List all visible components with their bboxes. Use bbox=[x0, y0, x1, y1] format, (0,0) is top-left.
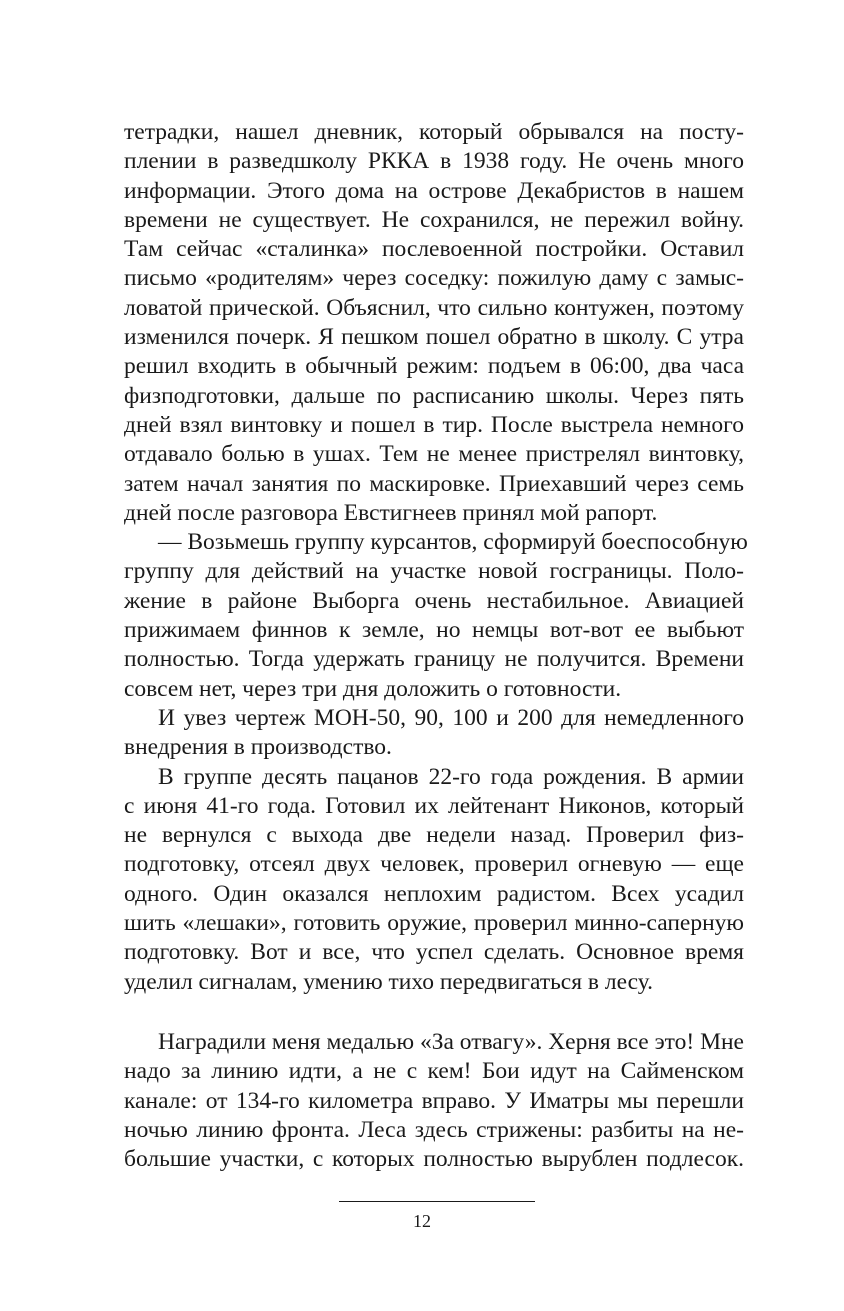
text-line: с июня 41-го года. Готовил их лейтенант Никонов, который bbox=[124, 792, 744, 819]
text-line: И увез чертеж МОН-50, 90, 100 и 200 для немедленного bbox=[158, 704, 744, 731]
text-line: полностью. Тогда удержать границу не получится. Времени bbox=[124, 646, 744, 673]
text-line: подготовку. Вот и все, что успел сделать. Основное время bbox=[124, 939, 744, 966]
text-line: письмо «родителям» через соседку: пожилую даму с замыс- bbox=[124, 265, 744, 292]
text-line: В группе десять пацанов 22-го года рождения. В армии bbox=[158, 763, 744, 790]
text-line: ловатой прической. Объяснил, что сильно контужен, поэтому bbox=[124, 294, 744, 321]
page-body bbox=[124, 118, 748, 1174]
text-line: большие участки, с которых полностью вырублен подлесок. bbox=[124, 1146, 744, 1173]
text-line: одного. Один оказался неплохим радистом. Всех усадил bbox=[124, 880, 744, 907]
section-break bbox=[124, 997, 744, 1028]
text-line: внедрения в производство. bbox=[124, 734, 392, 761]
text-line: тетрадки, нашел дневник, который обрывался на посту- bbox=[124, 119, 744, 145]
text-line: отдавало болью в ушах. Тем не менее пристрелял винтовку, bbox=[124, 441, 744, 468]
text-line: не вернулся с выхода две недели назад. Проверил физ- bbox=[124, 822, 744, 849]
text-line: шить «лешаки», готовить оружие, проверил минно-саперную bbox=[124, 910, 744, 937]
text-line: жение в районе Выборга очень нестабильное. Авиацией bbox=[124, 587, 744, 614]
text-line: надо за линию идти, а не с кем! Бои идут на Сайменском bbox=[124, 1058, 744, 1085]
text-line: подготовку, отсеял двух человек, проверил огневую — еще bbox=[124, 851, 744, 878]
text-line: дней после разговора Евстигнеев принял мой рапорт. bbox=[124, 499, 658, 526]
text-line: совсем нет, через три дня доложить о готовности. bbox=[124, 675, 622, 702]
text-line: решил входить в обычный режим: подъем в 06:00, два часа bbox=[124, 353, 744, 380]
text-line: прижимаем финнов к земле, но немцы вот-вот ее выбьют bbox=[124, 617, 744, 644]
text-line: ночью линию фронта. Леса здесь стрижены: разбиты на не- bbox=[124, 1116, 744, 1143]
text-line: Наградили меня медалью «За отвагу». Херня все это! Мне bbox=[158, 1028, 744, 1055]
text-line: канале: от 134-го километра вправо. У Иматры мы перешли bbox=[124, 1087, 744, 1114]
text-line: дней взял винтовку и пошел в тир. После выстрела немного bbox=[124, 411, 744, 438]
text-line: группу для действий на участке новой госграницы. Поло- bbox=[124, 558, 744, 585]
text-line: затем начал занятия по маскировке. Приехавший через семь bbox=[124, 470, 744, 497]
text-line: — Возьмешь группу курсантов, сформируй боеспособную bbox=[158, 529, 748, 556]
page-number: 12 bbox=[413, 1211, 431, 1231]
text-line: информации. Этого дома на острове Декабристов в нашем bbox=[124, 177, 744, 204]
text-line: времени не существует. Не сохранился, не пережил войну. bbox=[124, 206, 744, 233]
text-line: уделил сигналам, умению тихо передвигаться в лесу. bbox=[124, 968, 654, 995]
text-line: плении в разведшколу РККА в 1938 году. Не очень много bbox=[124, 148, 744, 175]
text-line: физподготовки, дальше по расписанию школы. Через пять bbox=[124, 382, 744, 409]
text-line: изменился почерк. Я пешком пошел обратно в школу. С утра bbox=[124, 324, 744, 351]
footer-rule bbox=[339, 1201, 535, 1202]
text-line: Там сейчас «сталинка» послевоенной постройки. Оставил bbox=[124, 236, 744, 263]
